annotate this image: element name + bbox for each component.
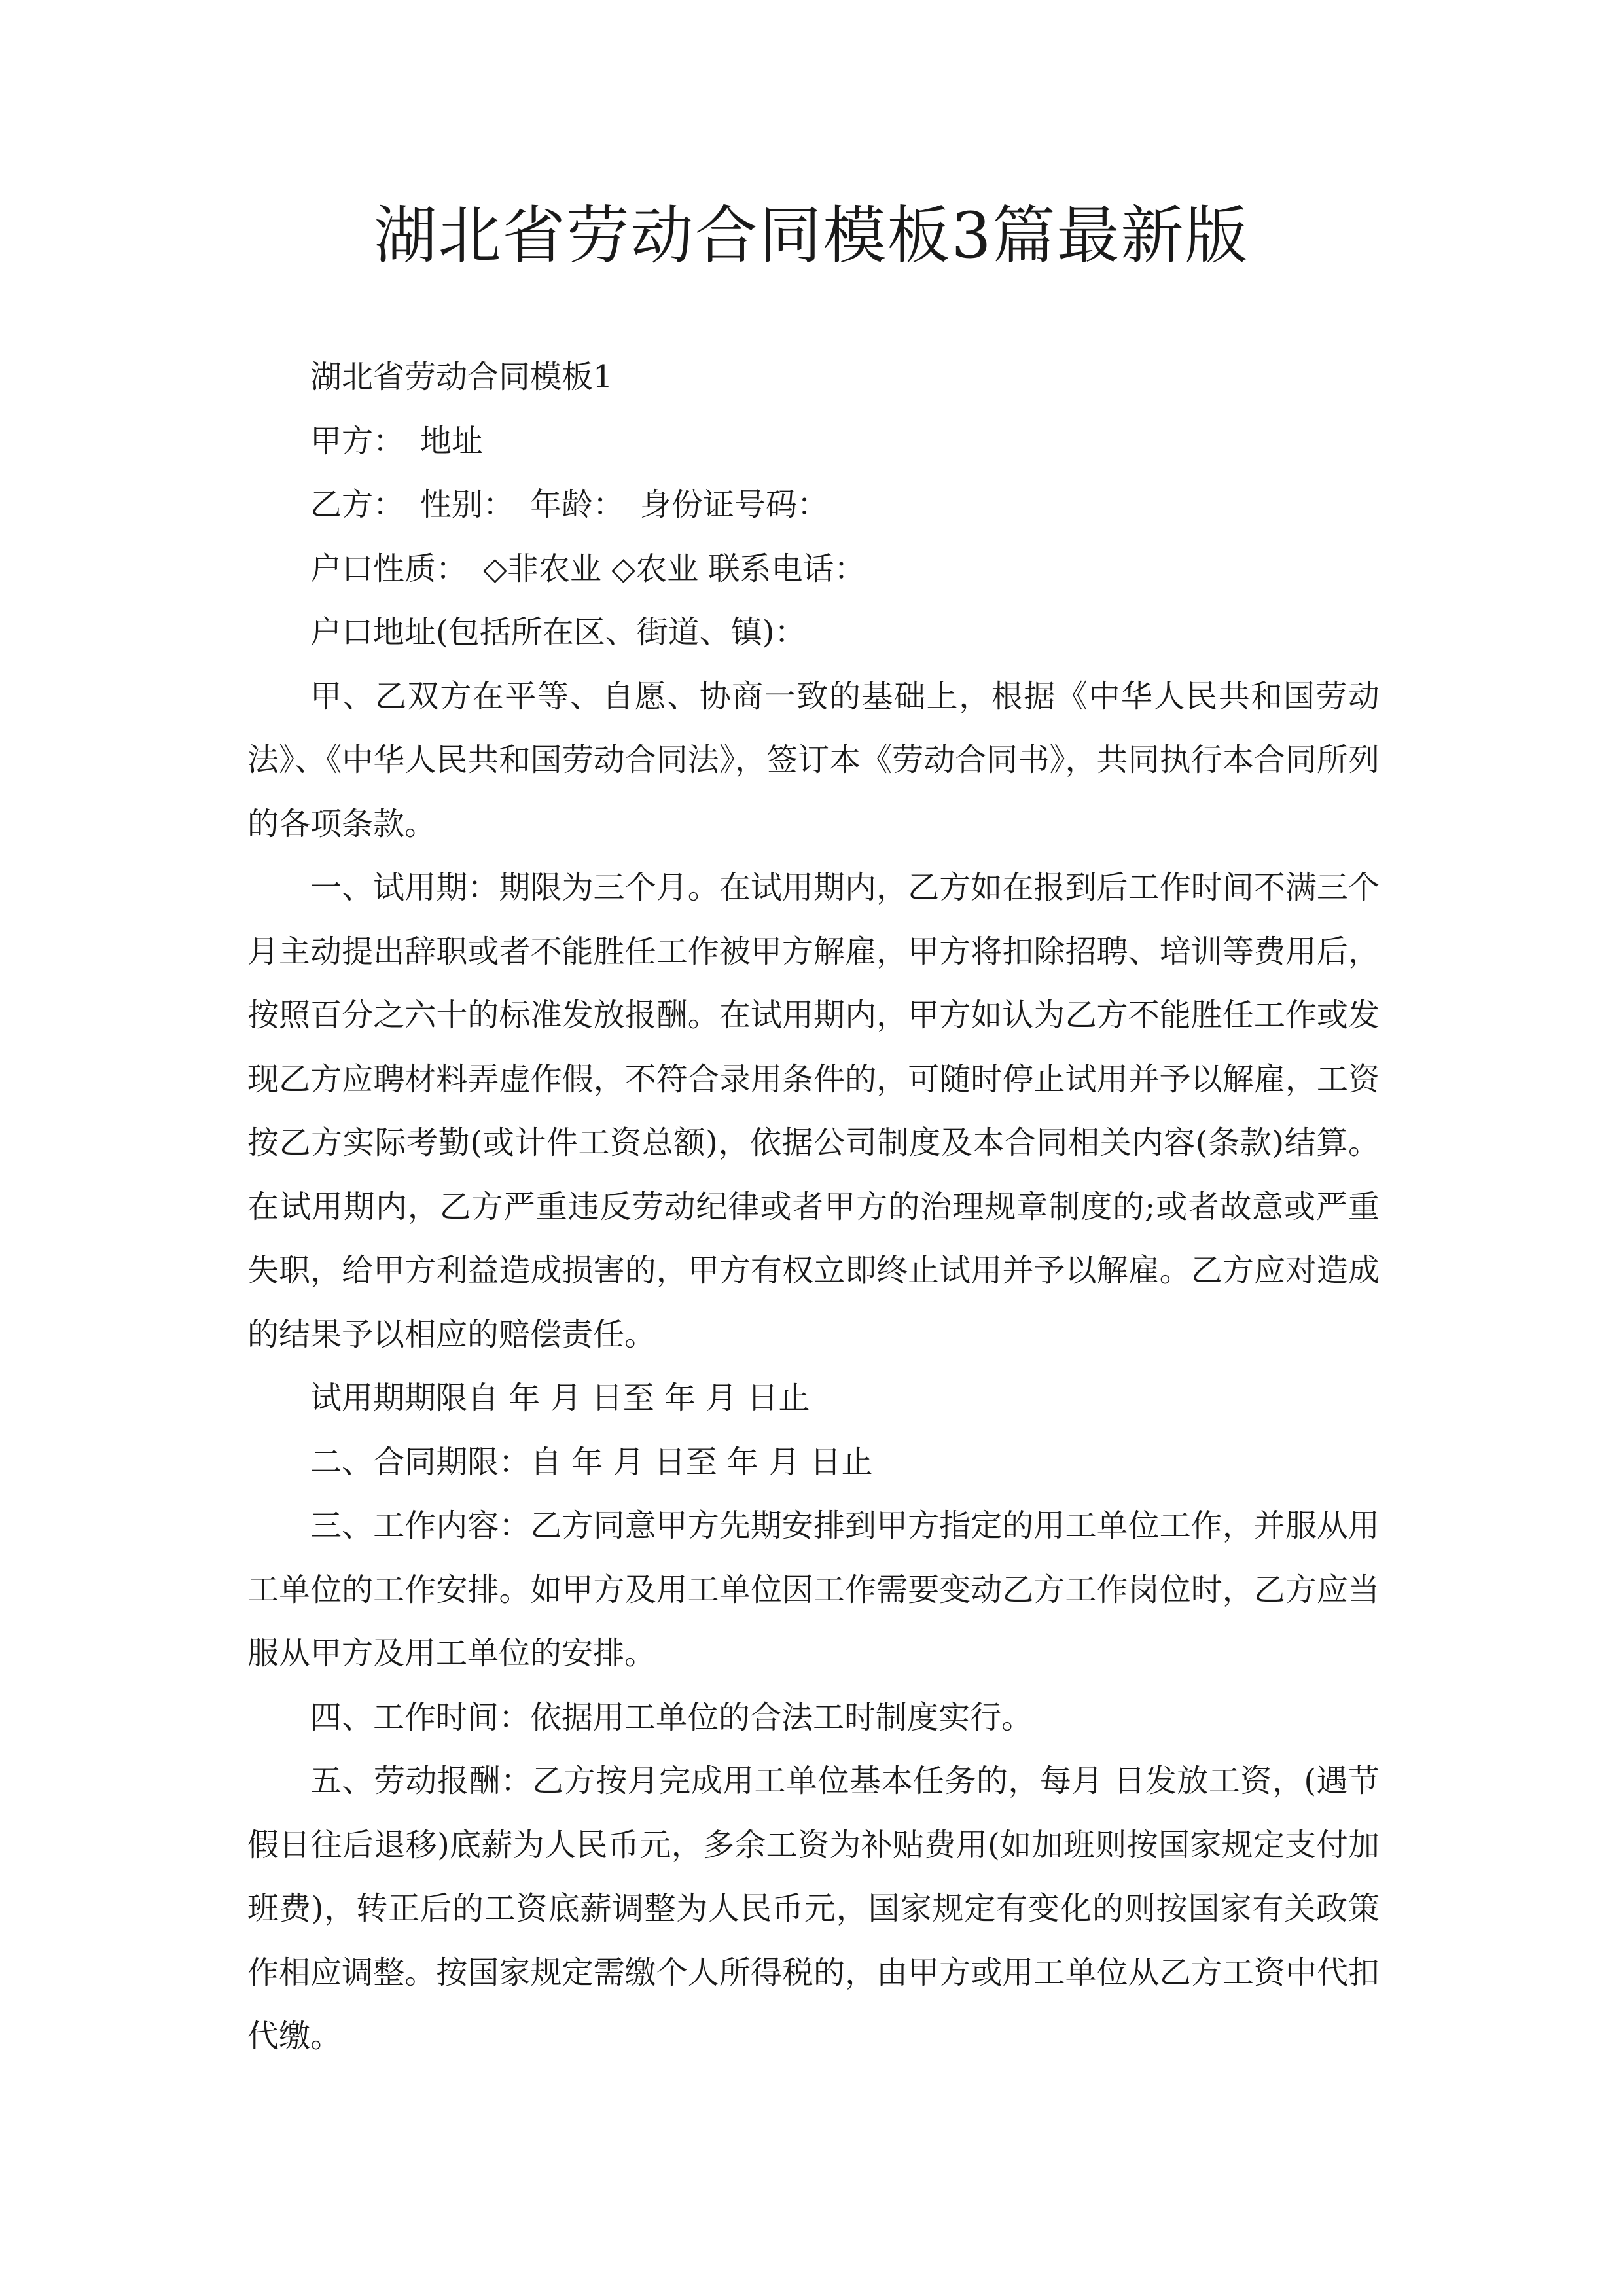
clause-remuneration: 五、劳动报酬：乙方按月完成用工单位基本任务的，每月 日发放工资，(遇节假日往后退移)底薪为人民币元，多余工资为补贴费用(如加班则按国家规定支付加班费)，转正后的工资底薪调整为人民币元，国家规定有变化的则按国家有关政策作相应调整。按国家规定需缴个人所得税的，由甲方或用工单位从乙方工资中代扣代缴。 — [247, 1763, 1380, 2054]
preamble-paragraph: 甲、乙双方在平等、自愿、协商一致的基础上，根据《中华人民共和国劳动法》、《中华人民共和国劳动合同法》，签订本《劳动合同书》，共同执行本合同所列的各项条款。 — [247, 677, 1380, 842]
clause-work-content: 三、工作内容：乙方同意甲方先期安排到甲方指定的用工单位工作，并服从用工单位的工作安排。如甲方及用工单位因工作需要变动乙方工作岗位时，乙方应当服从甲方及用工单位的安排。 — [247, 1507, 1380, 1672]
document-body — [247, 346, 1380, 2069]
section-heading: 湖北省劳动合同模板1 — [310, 359, 613, 395]
party-a-line: 甲方： 地址 — [310, 422, 484, 459]
household-type-line: 户口性质： ◇非农业 ◇农业 联系电话： — [310, 550, 866, 587]
party-b-line: 乙方： 性别： 年龄： 身份证号码： — [310, 486, 829, 523]
clause-work-hours: 四、工作时间：依据用工单位的合法工时制度实行。 — [310, 1698, 1033, 1736]
clause-contract-term: 二、合同期限：自 年 月 日至 年 月 日止 — [310, 1443, 873, 1480]
clause-probation: 一、试用期：期限为三个月。在试用期内，乙方如在报到后工作时间不满三个月主动提出辞职或者不能胜任工作被甲方解雇，甲方将扣除招聘、培训等费用后，按照百分之六十的标准发放报酬。在试用期内，甲方如认为乙方不能胜任工作或发现乙方应聘材料弄虚作假，不符合录用条件的，可随时停止试用并予以解雇，工资按乙方实际考勤(或计件工资总额)，依据公司制度及本合同相关内容(条款)结算。在试用期内，乙方严重违反劳动纪律或者甲方的治理规章制度的;或者故意或严重失职，给甲方利益造成损害的，甲方有权立即终止试用并予以解雇。乙方应对造成的结果予以相应的赔偿责任。 — [247, 869, 1380, 1353]
document-title: 湖北省劳动合同模板3篇最新版 — [374, 199, 1249, 272]
household-address-line: 户口地址(包括所在区、街道、镇)： — [310, 614, 806, 651]
probation-term-line: 试用期期限自 年 月 日至 年 月 日止 — [310, 1380, 810, 1416]
